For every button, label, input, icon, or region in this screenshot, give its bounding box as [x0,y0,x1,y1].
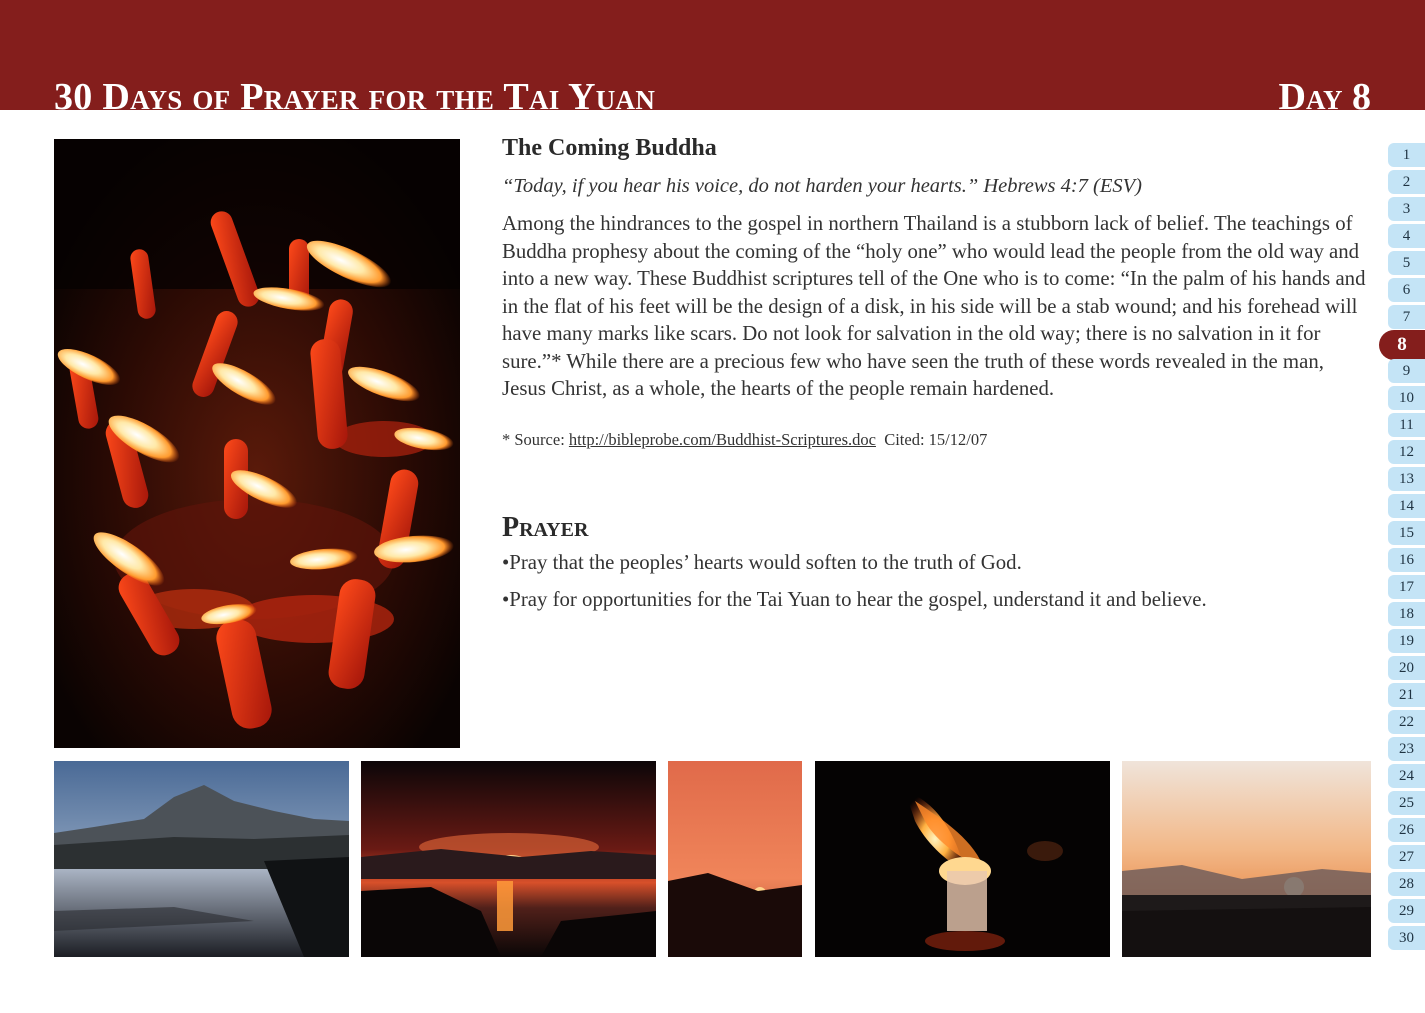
day-tab-14[interactable]: 14 [1388,494,1425,518]
source-cited: Cited: 15/12/07 [884,429,988,449]
photo-sunset-valley [1122,761,1371,957]
day-tab-21[interactable]: 21 [1388,683,1425,707]
day-tab-13[interactable]: 13 [1388,467,1425,491]
day-tab-17[interactable]: 17 [1388,575,1425,599]
day-tab-7[interactable]: 7 [1388,305,1425,329]
source-link[interactable]: http://bibleprobe.com/Buddhist-Scriptures.doc [568,429,876,449]
day-tab-15[interactable]: 15 [1388,521,1425,545]
day-tab-26[interactable]: 26 [1388,818,1425,842]
photo-sunset-hills [668,761,802,957]
day-label: Day 8 [1278,76,1371,118]
photo-flame-torch [815,761,1110,957]
day-tab-20[interactable]: 20 [1388,656,1425,680]
page-title: 30 Days of Prayer for the Tai Yuan [54,76,656,118]
article [502,132,1368,623]
day-tab-6[interactable]: 6 [1388,278,1425,302]
day-tab-27[interactable]: 27 [1388,845,1425,869]
photo-lake-mountains [54,761,349,957]
day-tab-18[interactable]: 18 [1388,602,1425,626]
source-citation [502,429,1368,451]
scripture-verse: “Today, if you hear his voice, do not harden your hearts.” Hebrews 4:7 (ESV) [502,175,1143,197]
photo-sunset-river [361,761,656,957]
day-tab-29[interactable]: 29 [1388,899,1425,923]
day-tab-9[interactable]: 9 [1388,359,1425,383]
day-tab-2[interactable]: 2 [1388,170,1425,194]
day-tab-10[interactable]: 10 [1388,386,1425,410]
article-body: Among the hindrances to the gospel in northern Thailand is a stubborn lack of belief. The teachings of Buddha prophesy about the coming of the “holy one” who would lead the people from the old way and into a new way. These Buddhist scriptures tell of the One who is to come: “In the palm of his hands and in the flat of his feet will be the design of a disk, in his side will be a stab wound; and his forehead will have many marks like scars. Do not look for salvation in the old way; there is no salvation in it for sure.”* While there are a precious few who have seen the truth of these words revealed in the man, Jesus Christ, as a whole, the hearts of the people remain hardened. [502,212,1366,400]
prayer-list [502,549,1368,614]
day-tab-23[interactable]: 23 [1388,737,1425,761]
day-tab-3[interactable]: 3 [1388,197,1425,221]
day-tab-25[interactable]: 25 [1388,791,1425,815]
candles-illustration [54,139,460,748]
article-title: The Coming Buddha [502,135,717,161]
source-prefix: * Source: [502,429,565,449]
day-tab-22[interactable]: 22 [1388,710,1425,734]
header-bar [0,0,1425,118]
day-tab-24[interactable]: 24 [1388,764,1425,788]
day-tab-5[interactable]: 5 [1388,251,1425,275]
day-tab-19[interactable]: 19 [1388,629,1425,653]
prayer-item: •Pray that the peoples’ hearts would soften to the truth of God. [502,550,1022,574]
day-tab-12[interactable]: 12 [1388,440,1425,464]
candles-photo [54,139,460,748]
day-tab-30[interactable]: 30 [1388,926,1425,950]
day-tab-8-active[interactable]: 8 [1379,330,1425,360]
day-tab-4[interactable]: 4 [1388,224,1425,248]
prayer-item: •Pray for opportunities for the Tai Yuan to hear the gospel, understand it and believe. [502,587,1207,611]
day-tab-11[interactable]: 11 [1388,413,1425,437]
prayer-heading: Prayer [502,511,589,543]
day-tab-1[interactable]: 1 [1388,143,1425,167]
day-tab-28[interactable]: 28 [1388,872,1425,896]
day-tab-16[interactable]: 16 [1388,548,1425,572]
